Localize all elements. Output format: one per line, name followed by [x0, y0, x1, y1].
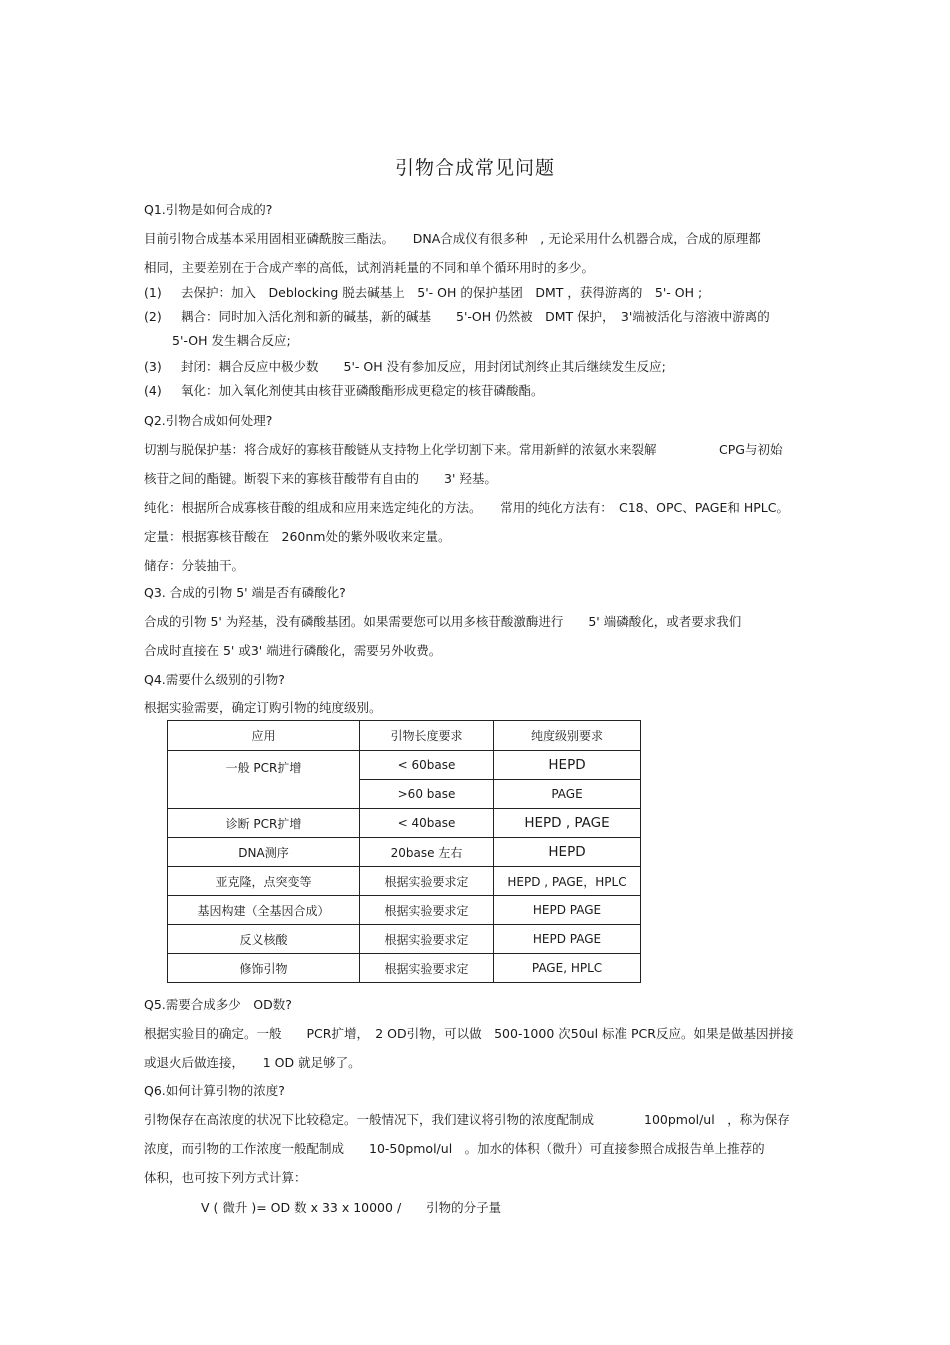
q1-paragraph-line-1: 目前引物合成基本采用固相亚磷酰胺三酯法。 DNA合成仪有很多种 , 无论采用什么机器合成，合成的原理都: [144, 231, 761, 246]
purity-table: [167, 720, 641, 983]
q1-step-4: [144, 383, 544, 399]
table-cell-purity: HEPD PAGE: [494, 896, 641, 925]
step-number: (1): [144, 285, 162, 300]
table-cell-application: 反义核酸: [168, 925, 360, 954]
step-text: 去保护：加入 Deblocking 脱去碱基上 5'- OH 的保护基团 DMT ，获得游离的 5'- OH ;: [181, 285, 703, 300]
step-text: 封闭：耦合反应中极少数 5'- OH 没有参加反应，用封闭试剂终止其后继续发生反应;: [181, 359, 666, 374]
q2-line-5: 储存：分装抽干。: [144, 558, 245, 573]
table-cell-purity: HEPD: [494, 838, 641, 867]
table-cell-length: 根据实验要求定: [360, 925, 494, 954]
q6-line-1: 引物保存在高浓度的状况下比较稳定。一般情况下，我们建议将引物的浓度配制成 100pmol/ul ，称为保存: [144, 1112, 790, 1127]
table-cell-application: 一般 PCR扩增: [168, 751, 360, 809]
table-cell-application: 基因构建（全基因合成）: [168, 896, 360, 925]
q2-line-2: 核苷之间的酯键。断裂下来的寡核苷酸带有自由的 3' 羟基。: [144, 471, 497, 486]
q6-line-3: 体积，也可按下列方式计算：: [144, 1170, 307, 1185]
q3-question: Q3. 合成的引物 5' 端是否有磷酸化?: [144, 585, 346, 600]
table-cell-length: < 40base: [360, 809, 494, 838]
q5-question: Q5.需要合成多少 OD数?: [144, 997, 292, 1012]
q2-question: Q2.引物合成如何处理?: [144, 413, 273, 428]
q2-line-4: 定量：根据寡核苷酸在 260nm处的紫外吸收来定量。: [144, 529, 451, 544]
q2-line-3: 纯化：根据所合成寡核苷酸的组成和应用来选定纯化的方法。 常用的纯化方法有： C18、OPC、PAGE和 HPLC。: [144, 500, 789, 515]
q5-line-1: 根据实验目的确定。一般 PCR扩增， 2 OD引物，可以做 500-1000 次50ul 标准 PCR反应。如果是做基因拼接: [144, 1026, 794, 1041]
volume-formula: V ( 微升 )= OD 数 x 33 x 10000 / 引物的分子量: [201, 1200, 502, 1215]
step-number: (2): [144, 309, 162, 324]
table-row: [168, 838, 641, 867]
q1-step-3: [144, 359, 666, 375]
q6-line-2: 浓度，而引物的工作浓度一般配制成 10-50pmol/ul 。加水的体积（微升）可直接参照合成报告单上推荐的: [144, 1141, 765, 1156]
table-cell-purity: HEPD PAGE: [494, 925, 641, 954]
q1-question: Q1.引物是如何合成的?: [144, 202, 273, 217]
table-cell-application: 诊断 PCR扩增: [168, 809, 360, 838]
table-cell-length: 根据实验要求定: [360, 867, 494, 896]
q1-step-2-continued: 5'-OH 发生耦合反应;: [172, 333, 291, 348]
table-header-cell: 纯度级别要求: [494, 721, 641, 751]
document-title: 引物合成常见问题: [394, 157, 555, 179]
table-cell-length: 根据实验要求定: [360, 896, 494, 925]
table-cell-purity: PAGE, HPLC: [494, 954, 641, 983]
table-header-cell: 引物长度要求: [360, 721, 494, 751]
q1-paragraph-line-2: 相同，主要差别在于合成产率的高低，试剂消耗量的不同和单个循环用时的多少。: [144, 260, 595, 275]
q1-step-1: [144, 285, 702, 301]
table-cell-purity: HEPD , PAGE: [494, 809, 641, 838]
q5-line-2: 或退火后做连接， 1 OD 就足够了。: [144, 1055, 361, 1070]
table-row: [168, 954, 641, 983]
table-cell-length: >60 base: [360, 780, 494, 809]
step-text: 氧化：加入氧化剂使其由核苷亚磷酸酯形成更稳定的核苷磷酸酯。: [181, 383, 544, 398]
table-cell-application: DNA测序: [168, 838, 360, 867]
table-header-row: [168, 721, 641, 751]
table-row: [168, 896, 641, 925]
table-cell-length: 20base 左右: [360, 838, 494, 867]
table-cell-application: 修饰引物: [168, 954, 360, 983]
q1-step-2: [144, 309, 770, 325]
table-cell-purity: HEPD , PAGE，HPLC: [494, 867, 641, 896]
q3-line-1: 合成的引物 5' 为羟基，没有磷酸基团。如果需要您可以用多核苷酸激酶进行 5' 端磷酸化，或者要求我们: [144, 614, 742, 629]
q2-line-1: 切割与脱保护基：将合成好的寡核苷酸链从支持物上化学切割下来。常用新鲜的浓氨水来裂解 CPG与初始: [144, 442, 783, 457]
step-text: 耦合：同时加入活化剂和新的碱基，新的碱基 5'-OH 仍然被 DMT 保护， 3'端被活化与溶液中游离的: [181, 309, 770, 324]
table-header-cell: 应用: [168, 721, 360, 751]
table-row: [168, 925, 641, 954]
step-number: (4): [144, 383, 162, 398]
q3-line-2: 合成时直接在 5' 或3' 端进行磷酸化，需要另外收费。: [144, 643, 442, 658]
q4-intro: 根据实验需要，确定订购引物的纯度级别。: [144, 700, 382, 715]
table-cell-length: < 60base: [360, 751, 494, 780]
q6-question: Q6.如何计算引物的浓度?: [144, 1083, 285, 1098]
table-cell-purity: HEPD: [494, 751, 641, 780]
step-number: (3): [144, 359, 162, 374]
table-row: [168, 809, 641, 838]
table-cell-purity: PAGE: [494, 780, 641, 809]
table-cell-application: 亚克隆，点突变等: [168, 867, 360, 896]
table-row: [168, 751, 641, 780]
q4-question: Q4.需要什么级别的引物?: [144, 672, 285, 687]
table-row: [168, 867, 641, 896]
table-cell-length: 根据实验要求定: [360, 954, 494, 983]
